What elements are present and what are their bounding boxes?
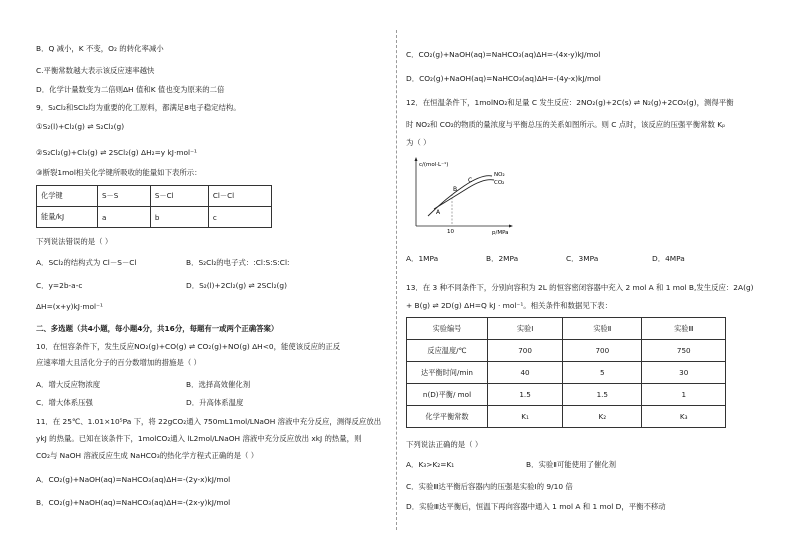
concentration-pressure-graph [406,154,516,236]
table-cell: 化学平衡常数 [407,406,488,428]
q9-option-a: A．SCl₂的结构式为 Cl－S－Cl [36,258,137,267]
q11-stem-2: ykJ 的热量。已知在该条件下，1molCO₂通入 lL2mol/LNaOH 溶液中充分反应放出 xkJ 的热量，则 [36,434,362,443]
x-axis-arrow [509,225,513,228]
column-divider [396,30,397,530]
x-tick-label: 10 [447,229,454,235]
point-b-label: B [453,186,458,193]
q10-stem-1: 10．在恒容条件下，发生反应NO₂(g)+CO(g) ⇌ CO₂(g)+NO(g) ΔH<0，能使该反应的正反 [36,342,341,351]
table-cell: 5 [563,362,642,384]
table-cell: K₃ [642,406,726,428]
q11-option-a: A．CO₂(g)+NaOH(aq)=NaHCO₃(aq)ΔH=-(2y-x)kJ/mol [36,475,231,484]
q11-option-b: B．CO₂(g)+NaOH(aq)=NaHCO₃(aq)ΔH=-(2x-y)kJ/mol [36,498,231,507]
table-row [407,318,726,340]
q9-option-d-cont: ΔH=(x+y)kJ·mol⁻¹ [36,302,103,311]
experiment-table [406,317,726,428]
table-cell: 750 [642,340,726,362]
table-cell: 达平衡时间/min [407,362,488,384]
q10-option-c: C．增大体系压强 [36,398,93,407]
table-cell: S－S [98,186,151,207]
table-cell: 实验Ⅱ [563,318,642,340]
q13-stem-1: 13．在 3 种不同条件下，分别向容积为 2L 的恒容密闭容器中充入 2 mol A 和 1 mol B,发生反应：2A(g) [406,283,754,292]
q11-option-d: D．CO₂(g)+NaOH(aq)=NaHCO₃(aq)ΔH=-(4y-x)kJ/mol [406,74,601,83]
x-axis-label: p/MPa [492,230,509,236]
q11-stem-3: CO₂与 NaOH 溶液反应生成 NaHCO₃的热化学方程式正确的是（ ） [36,451,259,460]
table-row [407,362,726,384]
table-cell: b [150,207,208,228]
q13-stem-2: + B(g) ⇌ 2D(g) ΔH=Q kJ · mol⁻¹。相关条件和数据见下表： [406,301,612,310]
q13-option-d: D．实验Ⅲ达平衡后，恒温下再向容器中通入 1 mol A 和 1 mol D，平衡不移动 [406,502,666,511]
table-cell: 700 [488,340,563,362]
q12-option-c: C．3MPa [566,254,599,263]
table-cell: 1 [642,384,726,406]
table-cell: K₂ [563,406,642,428]
table-cell: Cl－Cl [208,186,271,207]
q8-option-c: C.平衡常数越大表示该反应速率越快 [36,66,155,75]
table-cell: 1.5 [488,384,563,406]
q12-option-d: D．4MPa [652,254,685,263]
table-cell: S－Cl [150,186,208,207]
q9-reaction-2: ②S₂Cl₂(g)+Cl₂(g) ⇌ 2SCl₂(g) ΔH₂=y kJ·mol⁻¹ [36,148,197,157]
table-cell: 40 [488,362,563,384]
table-row [407,384,726,406]
q11-option-c: C．CO₂(g)+NaOH(aq)=NaHCO₃(aq)ΔH=-(4x-y)kJ/mol [406,50,601,59]
y-axis-label: c/(mol·L⁻¹) [419,162,449,168]
q13-option-b: B．实验Ⅱ可能使用了催化剂 [526,460,617,469]
q8-option-d: D．化学计量数变为二倍则ΔH 值和K 值也变为原来的二倍 [36,85,225,94]
co2-series-label: CO₂ [494,180,505,186]
q10-option-d: D．升高体系温度 [186,398,244,407]
table-cell: 能量/kJ [37,207,98,228]
q13-option-a: A．K₃>K₂=K₁ [406,460,455,469]
q9-prompt: 下列说法错误的是（ ） [36,237,113,246]
table-cell: 实验Ⅲ [642,318,726,340]
left-column [36,40,388,542]
point-c-label: C [468,177,473,184]
q12-option-b: B．2MPa [486,254,519,263]
section-heading: 二、多选题（共4小题，每小题4分，共16分，每题有一或两个正确答案） [36,324,279,333]
point-a-label: A [436,209,441,216]
co2-curve [434,180,494,209]
y-axis-arrow [415,157,418,161]
bond-energy-table [36,185,272,228]
no2-series-label: NO₂ [494,172,505,178]
q11-stem-1: 11．在 25℃、1.01×10⁵Pa 下，将 22gCO₂通入 750mL1mol/LNaOH 溶液中充分反应，测得反应放出 [36,417,382,426]
table-cell: n(D)平衡/ mol [407,384,488,406]
table-cell: a [98,207,151,228]
table-cell: 反应温度/℃ [407,340,488,362]
q10-option-a: A．增大反应物浓度 [36,380,101,389]
table-cell: 700 [563,340,642,362]
q12-stem-3: 为（ ） [406,138,431,147]
q9-table-intro: ③断裂1mol相关化学键所吸收的能量如下表所示： [36,168,202,177]
q12-option-a: A．1MPa [406,254,439,263]
table-cell: 实验编号 [407,318,488,340]
q12-stem-2: 时 NO₂和 CO₂的物质的量浓度与平衡总压的关系如图所示。则 C 点时，该反应的压强平衡常数 Kₚ [406,120,726,129]
q10-option-b: B．选择高效催化剂 [186,380,251,389]
table-cell: 1.5 [563,384,642,406]
table-cell: 实验Ⅰ [488,318,563,340]
q8-option-b: B．Q 减小，K 不变，O₂ 的转化率减小 [36,44,164,53]
q9-reaction-1: ①S₂(l)+Cl₂(g) ⇌ S₂Cl₂(g) [36,122,125,131]
q9-option-b: B．S₂Cl₂的电子式：:Cl:S:S:Cl: [186,258,290,267]
right-column [406,40,758,542]
table-row [37,207,272,228]
table-cell: 化学键 [37,186,98,207]
table-row [407,340,726,362]
q12-stem-1: 12．在恒温条件下，1molNO₂和足量 C 发生反应：2NO₂(g)+2C(s) ⇌ N₂(g)+2CO₂(g)，测得平衡 [406,98,734,107]
table-row [407,406,726,428]
table-cell: K₁ [488,406,563,428]
q10-stem-2: 应速率增大且活化分子的百分数增加的措施是（ ） [36,358,201,367]
q13-prompt: 下列说法正确的是（ ） [406,440,483,449]
q9-option-d: D．S₂(l)+2Cl₂(g) ⇌ 2SCl₂(g) [186,281,288,290]
table-row [37,186,272,207]
table-cell: c [208,207,271,228]
table-cell: 30 [642,362,726,384]
q13-option-c: C．实验Ⅲ达平衡后容器内的压强是实验Ⅰ的 9/10 倍 [406,482,573,491]
q9-stem: 9．S₂Cl₂和SCl₂均为重要的化工原料，都满足8电子稳定结构。 [36,103,241,112]
q9-option-c: C．y=2b-a-c [36,281,83,290]
